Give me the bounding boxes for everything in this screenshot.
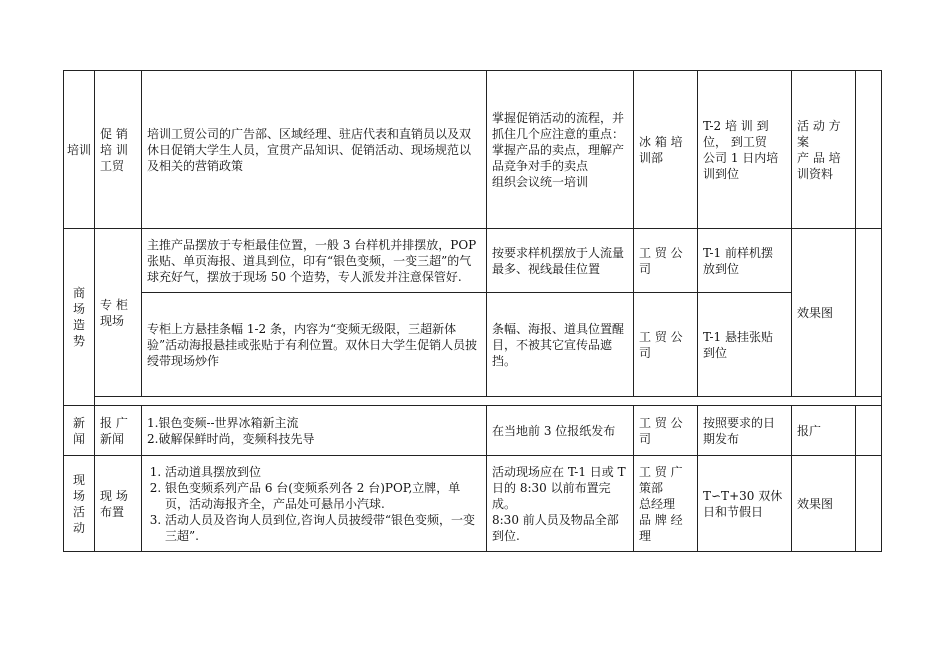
list-item: 2. 银色变频系列产品 6 台(变频系列各 2 台)POP,立牌，单页，活动海报齐全，产品处可悬吊小汽球. [165,480,481,512]
owner-cell: 工 贸 公 司 [634,229,698,293]
blank-cell [856,71,882,229]
item-cell: 现 场 布置 [95,456,142,552]
content-cell: 专柜上方悬挂条幅 1-2 条，内容为“变频无级限，三超新体验”活动海报悬挂或张贴于有利位置。双休日大学生促销人员披绶带现场炒作 [142,293,487,397]
requirement-cell: 在当地前 3 位报纸发布 [487,406,634,456]
blank-cell [856,456,882,552]
time-cell: T∽T+30 双休 日和节假日 [698,456,792,552]
table-row-spacer [64,397,882,406]
category-cell: 培训 [64,71,95,229]
category-cell: 新 闻 [64,406,95,456]
table-row [64,71,882,229]
item-cell: 报 广 新闻 [95,406,142,456]
time-cell: 按照要求的日 期发布 [698,406,792,456]
table-row [64,229,882,293]
owner-cell: 冰 箱 培 训部 [634,71,698,229]
output-cell: 效果图 [792,456,856,552]
category-cell: 现 场 活 动 [64,456,95,552]
item-cell: 专 柜 现场 [95,229,142,397]
requirement-cell: 条幅、海报、道具位置醒目，不被其它宣传品遮挡。 [487,293,634,397]
content-cell [142,456,487,552]
output-cell: 报广 [792,406,856,456]
requirement-cell: 掌握促销活动的流程，并抓住几个应注意的重点：掌握产品的卖点，理解产品竞争对手的卖点 组织会议统一培训 [487,71,634,229]
time-cell: T-1 前样机摆 放到位 [698,229,792,293]
list-item: 1. 活动道具摆放到位 [165,464,481,480]
blank-cell [856,229,882,397]
time-cell: T-2 培 训 到 位， 到工贸 公司 1 日内培 训到位 [698,71,792,229]
requirement-cell: 活动现场应在 T-1 日或 T 日的 8:30 以前布置完成。 8:30 前人员及物品全部到位. [487,456,634,552]
table-row [64,293,882,397]
content-cell: 培训工贸公司的广告部、区域经理、驻店代表和直销员以及双休日促销大学生人员，宣贯产品知识、促销活动、现场规范以及相关的营销政策 [142,71,487,229]
table-row [64,406,882,456]
blank-cell [95,397,882,406]
content-cell: 主推产品摆放于专柜最佳位置，一般 3 台样机并排摆放，POP 张贴、单页海报、道具到位，印有“银色变频，一变三超”的气球充好气，摆放于现场 50 个造势，专人派发并注意保管好. [142,229,487,293]
output-cell: 活 动 方 案 产 品 培 训资料 [792,71,856,229]
owner-cell: 工 贸 广 策部 总经理 品 牌 经 理 [634,456,698,552]
list-item: 3. 活动人员及咨询人员到位,咨询人员披绶带“银色变频，一变三超”. [165,512,481,544]
requirement-cell: 按要求样机摆放于人流量最多、视线最佳位置 [487,229,634,293]
owner-cell: 工 贸 公 司 [634,293,698,397]
blank-cell [856,406,882,456]
owner-cell: 工 贸 公 司 [634,406,698,456]
category-cell: 商 场 造 势 [64,229,95,406]
content-list [147,464,481,544]
content-cell: 1.银色变频--世界冰箱新主流 2.破解保鲜时尚，变频科技先导 [142,406,487,456]
output-cell: 效果图 [792,229,856,397]
table-row [64,456,882,552]
time-cell: T-1 悬挂张贴 到位 [698,293,792,397]
item-cell: 促 销 培 训 工贸 [95,71,142,229]
promotion-plan-table [63,70,882,552]
